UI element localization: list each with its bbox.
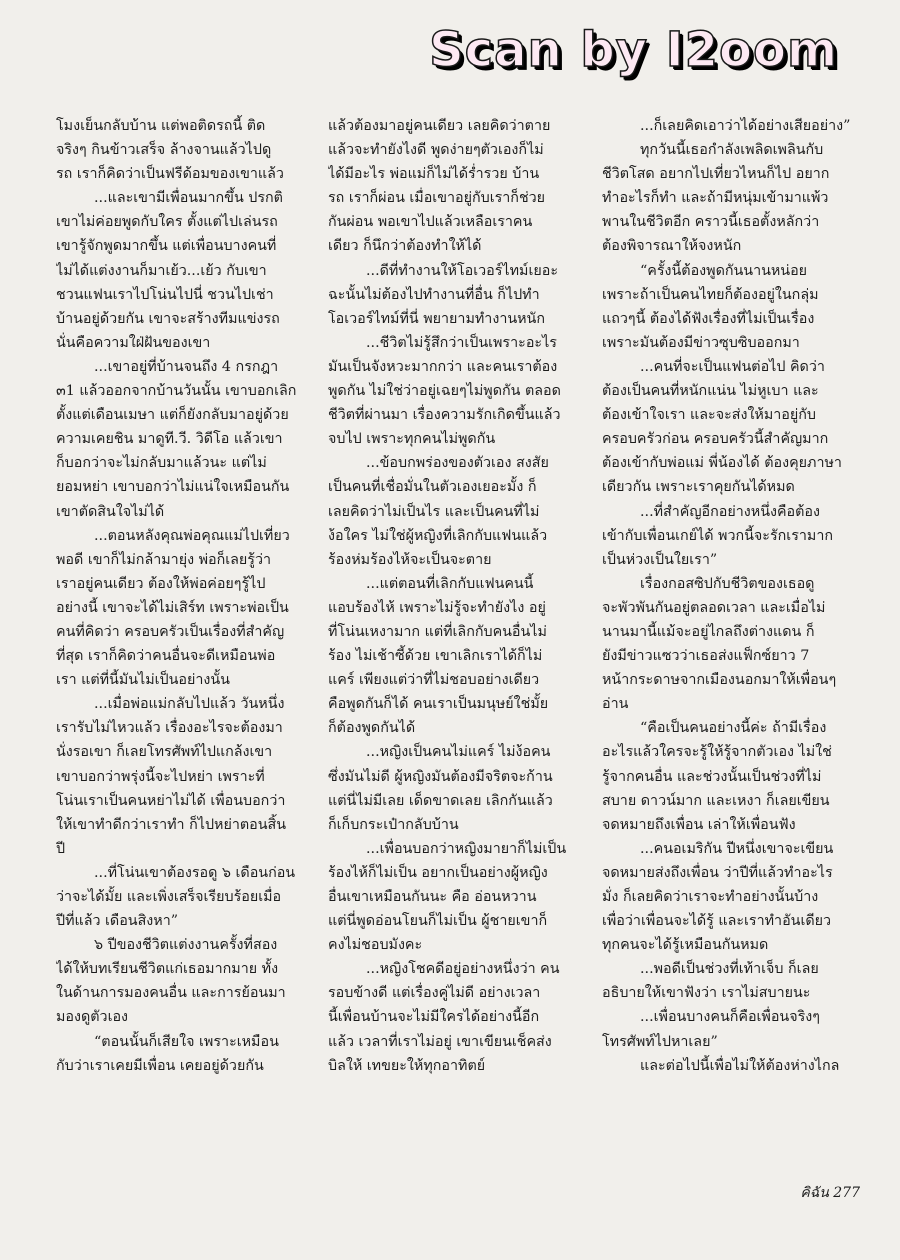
page-folio: คิฉัน 277 bbox=[800, 1185, 860, 1201]
column-1 bbox=[56, 114, 308, 1184]
paragraph: ...ดีที่ทำงานให้โอเวอร์ไทม์เยอะ ฉะนั้นไม่ต้องไปทำงานที่อื่น ก็ไปทำ โอเวอร์ไทม์ที่นี่ พยายามทำงานหนัก bbox=[328, 262, 558, 327]
paragraph: ...แต่ตอนที่เลิกกับแฟนคนนี้ แอบร้องไห้ เพราะไม่รู้จะทำยังไง อยู่ ที่โน่นเหงามาก แต่ที่เลิกกับคนอื่นไม่ ร้อง ไม่เช้าซี้ด้วย เขาเลิกเราได้ก็ไม่ แคร์ เพียงแต่ว่าที่ไม่ชอบอย่างเดียว คือพูดกันก็ได้ คนเราเป็นมนุษย์ใช่มั้ย ก็ต้องพูดกันได้ bbox=[328, 575, 549, 737]
paragraph: ทุกวันนี้เธอกำลังเพลิดเพลินกับ ชีวิตโสด อยากไปเที่ยวไหนก็ไป อยาก ทำอะไรก็ทำ และถ้ามีหนุ่มเข้ามาแพ้ว พานในชีวิตอีก คราวนี้เธอตั้งหลักว่า ต้องพิจารณาให้จงหนัก bbox=[602, 142, 830, 255]
paragraph: แล้วต้องมาอยู่คนเดียว เลยคิดว่าตาย แล้วจะทำยังไงดี พูดง่ายๆตัวเองก็ไม่ ได้มีอะไร พ่อแม่ก็ไม่ได้ร่ำรวย บ้าน รถ เราก็ผ่อน เมื่อเขาอยู่กับเราก็ช่วย กันผ่อน พอเขาไปแล้วเหลือเราคน เดียว ก็นึกว่าต้องทำให้ได้ bbox=[328, 118, 551, 255]
paragraph: ๖ ปีของชีวิตแต่งงานครั้งที่สอง ได้ให้บทเรียนชีวิตแก่เธอมากมาย ทั้ง ในด้านการมองคนอื่น และการย้อนมา มองดูตัวเอง bbox=[56, 937, 286, 1026]
paragraph: ...เพื่อนบางคนก็คือเพื่อนจริงๆ โทรศัพท์ไปหาเลย” bbox=[602, 1009, 820, 1050]
paragraph: ...ที่โน่นเขาต้องรอดู ๖ เดือนก่อน ว่าจะได้มั้ย และเพิ่งเสร็จเรียบร้อยเมื่อ ปีที่แล้ว เดือนสิงหา” bbox=[56, 864, 296, 930]
paragraph: ...หญิงโชคดีอยู่อย่างหนึ่งว่า คน รอบข้างดี แต่เรื่องคู่ไม่ดี อย่างเวลา นี้เพื่อนบ้านจะไม่มีใครได้อย่างนี้อีก แล้ว เวลาที่เราไม่อยู่ เขาเขียนเช็คส่ง บิลให้ เทขยะให้ทุกอาทิตย์ bbox=[328, 961, 560, 1074]
paragraph: “คือเป็นคนอย่างนี้ค่ะ ถ้ามีเรื่อง อะไรแล้วใครจะรู้ให้รู้จากตัวเอง ไม่ใช่ รู้จากคนอื่น และช่วงนั้นเป็นช่วงที่ไม่ สบาย ดาวน์มาก และเหงา ก็เลยเขียน จดหมายถึงเพื่อน เล่าให้เพื่อนฟัง bbox=[602, 720, 832, 833]
paragraph: ...หญิงเป็นคนไม่แคร์ ไม่ง้อคน ซึ่งมันไม่ดี ผู้หญิงมันต้องมีจริตจะก้าน แต่นี่ไม่มีเลย เด็ดขาดเลย เลิกกันแล้ว ก็เก็บกระเป๋ากลับบ้าน bbox=[328, 744, 553, 833]
column-2 bbox=[328, 114, 582, 1184]
paragraph: เรื่องกอสซิปกับชีวิตของเธอดู จะพัวพันกันอยู่ตลอดเวลา และเมื่อไม่ นานมานี้แม้จะอยู่ไกลถึงต่างแดน ก็ ยังมีข่าวแซวว่าเธอส่งแฟ็กซ์ยาว 7 หน้ากระดาษจากเมืองนอกมาให้เพื่อนๆ อ่าน bbox=[602, 575, 837, 713]
paragraph: ...ข้อบกพร่องของตัวเอง สงสัย เป็นคนที่เชื่อมั่นในตัวเองเยอะมั้ง ก็ เลยคิดว่าไม่เป็นไร และเป็นคนที่ไม่ ง้อใคร ไม่ใช่ผู้หญิงที่เลิกกับแฟนแล้ว ร้องห่มร้องไห้จะเป็นจะตาย bbox=[328, 455, 549, 568]
paragraph: โมงเย็นกลับบ้าน แต่พอติดรถนี้ ติด จริงๆ กินข้าวเสร็จ ล้างจานแล้วไปดู รถ เราก็คิดว่าเป็นฟรีด้อมของเขาแล้ว bbox=[56, 118, 284, 183]
paragraph: และต่อไปนี้เพื่อไม่ให้ต้องห่างไกล bbox=[640, 1057, 840, 1074]
paragraph: ...ตอนหลังคุณพ่อคุณแม่ไปเที่ยว พอดี เขาก็ไม่กล้ามายุ่ง พ่อก็เลยรู้ว่า เราอยู่คนเดียว ต้องให้พ่อค่อยๆรู้ไป อย่างนี้ เขาจะได้ไม่เสิร์ท เพราะพ่อเป็น คนที่คิดว่า ครอบครัวเป็นเรื่องที่สำคัญ ที่สุด เราก็คิดว่าคนอื่นจะดีเหมือนพ่อ เรา แต่ที่นี้มันไม่เป็นอย่างนั้น bbox=[56, 527, 290, 689]
column-3 bbox=[602, 114, 856, 1184]
paragraph: ...ที่สำคัญอีกอย่างหนึ่งคือต้อง เข้ากับเพื่อนเกย์ได้ พวกนี้จะรักเรามาก เป็นห่วงเป็นใยเรา” bbox=[602, 503, 834, 568]
paragraph: ...คนที่จะเป็นแฟนต่อไป คิดว่า ต้องเป็นคนที่หนักแน่น ไม่หูเบา และ ต้องเข้าใจเรา และจะส่งให้มาอยู่กับ ครอบครัวก่อน ครอบครัวนี้สำคัญมาก ต้องเข้ากับพ่อแม่ พี่น้องได้ ต้องคุยภาษา เดียวกัน เพราะเราคุยกันได้หมด bbox=[602, 358, 842, 496]
paragraph: ...เขาอยู่ที่บ้านจนถึง 4 กรกฎา ๓1 แล้วออกจากบ้านวันนั้น เขาบอกเลิก ตั้งแต่เดือนเมษา แต่ก็ยังกลับมาอยู่ด้วย ความเคยชิน มาดูที.วี. วิดีโอ แล้วเขา ก็บอกว่าจะไม่กลับมาแล้วนะ แต่ไม่ ยอมหย่า เขาบอกว่าไม่แน่ใจเหมือนกัน เขาตัดสินใจไม่ได้ bbox=[56, 358, 297, 520]
paragraph: “ครั้งนี้ต้องพูดกันนานหน่อย เพราะถ้าเป็นคนไทยก็ต้องอยู่ในกลุ่ม แถวๆนี้ ต้องได้ฟังเรื่องที่ไม่เป็นเรื่อง เพราะมันต้องมีข่าวซุบซิบออกมา bbox=[602, 262, 819, 351]
paragraph: ...และเขามีเพื่อนมากขึ้น ปรกติ เขาไม่ค่อยพูดกับใคร ตั้งแต่ไปเล่นรถ เขารู้จักพูดมากขึ้น แต่เพื่อนบางคนที่ ไม่ได้แต่งงานก็มาเย้ว...เย้ว กับเขา ชวนแฟนเราไปโน่นไปนี่ ชวนไปเช่า บ้านอยู่ด้วยกัน เขาจะสร้างทีมแข่งรถ นั่นคือความใฝ่ฝันของเขา bbox=[56, 190, 283, 351]
paragraph: “ตอนนั้นก็เสียใจ เพราะเหมือน กับว่าเราเคยมีเพื่อน เคยอยู่ด้วยกัน bbox=[56, 1033, 279, 1074]
paragraph: ...คนอเมริกัน ปีหนึ่งเขาจะเขียน จดหมายส่งถึงเพื่อน ว่าปีที่แล้วทำอะไร มั่ง ก็เลยคิดว่าเราจะทำอย่างนั้นบ้าง เพื่อว่าเพื่อนจะได้รู้ และเราทำอันเดียว ทุกคนจะได้รู้เหมือนกันหมด bbox=[602, 840, 834, 954]
paragraph: ...เมื่อพ่อแม่กลับไปแล้ว วันหนึ่ง เรารับไม่ไหวแล้ว เรื่องอะไรจะต้องมา นั่งรอเขา ก็เลยโทรศัพท์ไปแกล้งเขา เขาบอกว่าพรุ่งนี้จะไปหย่า เพราะที่ โน่นเราเป็นคนหย่าไม่ได้ เพื่อนบอกว่า ให้เขาทำดีกว่าเราทำ ก็ไปหย่าตอนสิ้น ปี bbox=[56, 696, 287, 857]
scanner-watermark: Scan by I2oom bbox=[429, 22, 838, 78]
paragraph: ...เพื่อนบอกว่าหญิงมายาก็ไม่เป็น ร้องไห้ก็ไม่เป็น อยากเป็นอย่างผู้หญิง อื่นเขาเหมือนกันนะ คือ อ่อนหวาน แต่นี่พูดอ่อนโยนก็ไม่เป็น ผู้ชายเขาก็ คงไม่ชอบมังคะ bbox=[328, 840, 567, 954]
paragraph: ...ชีวิตไม่รู้สึกว่าเป็นเพราะอะไร มันเป็นจังหวะมากกว่า และคนเราต้อง พูดกัน ไม่ใช่ว่าอยู่เฉยๆไม่พูดกัน ตลอด ชีวิตที่ผ่านมา เรื่องความรักเกิดขึ้นแล้ว จบไป เพราะทุกคนไม่พูดกัน bbox=[328, 334, 561, 448]
paragraph: ...ก็เลยคิดเอาว่าได้อย่างเสียอย่าง” bbox=[640, 118, 851, 134]
article-columns bbox=[56, 114, 856, 1184]
paragraph: ...พอดีเป็นช่วงที่เท้าเจ็บ ก็เลย อธิบายให้เขาฟังว่า เราไม่สบายนะ bbox=[602, 961, 819, 1002]
